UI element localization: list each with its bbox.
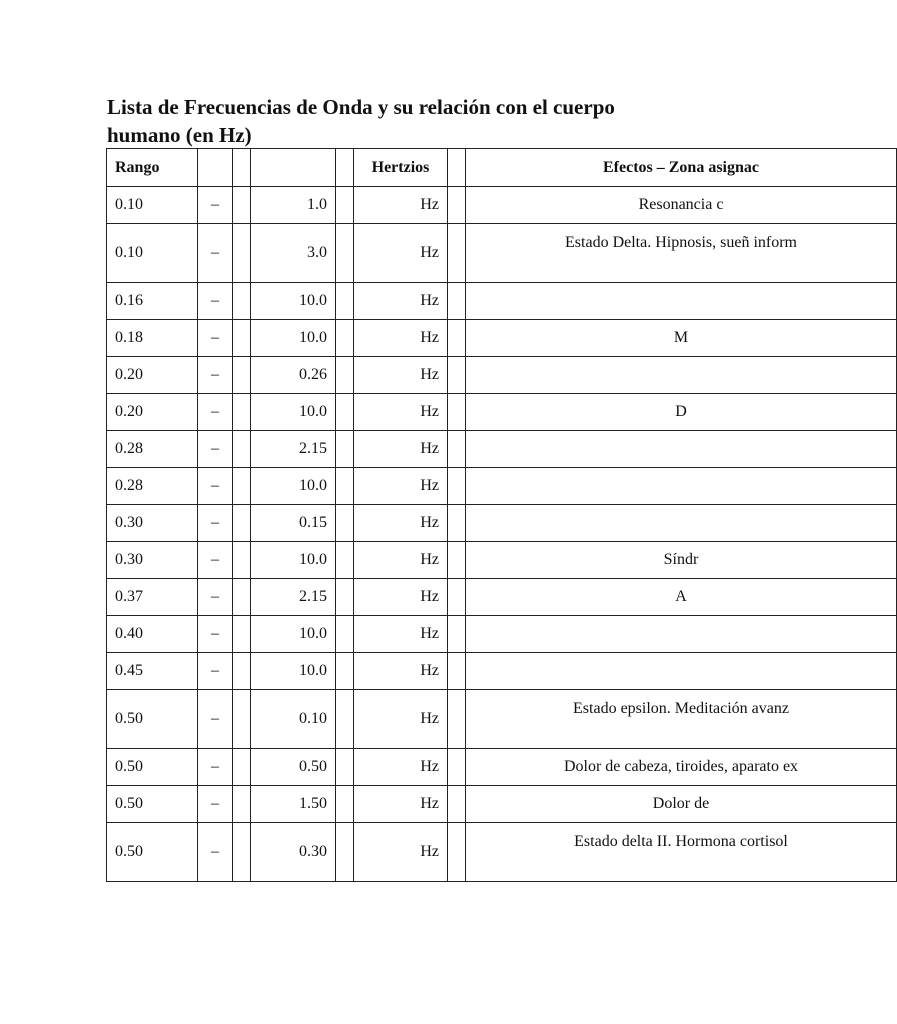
effect-cell	[466, 431, 897, 468]
unit-cell: Hz	[354, 357, 448, 394]
unit-cell: Hz	[354, 786, 448, 823]
spacer-cell	[448, 749, 466, 786]
range-to-cell: 10.0	[251, 468, 336, 505]
spacer-cell	[448, 187, 466, 224]
range-from-cell: 0.30	[107, 505, 198, 542]
table-row	[107, 579, 897, 616]
frequency-table	[106, 148, 897, 882]
effect-cell	[466, 505, 897, 542]
unit-cell: Hz	[354, 394, 448, 431]
spacer-cell	[448, 394, 466, 431]
range-to-cell: 10.0	[251, 653, 336, 690]
spacer-cell	[233, 786, 251, 823]
table-row	[107, 431, 897, 468]
spacer-cell	[233, 749, 251, 786]
unit-cell: Hz	[354, 653, 448, 690]
header-empty	[336, 149, 354, 187]
table-header-row	[107, 149, 897, 187]
header-empty	[448, 149, 466, 187]
range-from-cell: 0.10	[107, 187, 198, 224]
effect-cell	[466, 283, 897, 320]
header-effect: Efectos – Zona asignac	[466, 149, 897, 187]
table-row	[107, 187, 897, 224]
effect-cell: Dolor de cabeza, tiroides, aparato ex	[466, 749, 897, 786]
range-dash-cell: –	[198, 224, 233, 283]
range-dash-cell: –	[198, 786, 233, 823]
header-empty	[233, 149, 251, 187]
table-row	[107, 394, 897, 431]
range-from-cell: 0.20	[107, 394, 198, 431]
header-range: Rango	[107, 149, 198, 187]
range-from-cell: 0.16	[107, 283, 198, 320]
range-to-cell: 10.0	[251, 542, 336, 579]
spacer-cell	[336, 579, 354, 616]
table-row	[107, 749, 897, 786]
range-dash-cell: –	[198, 653, 233, 690]
range-from-cell: 0.40	[107, 616, 198, 653]
spacer-cell	[448, 823, 466, 882]
effect-cell: Estado Delta. Hipnosis, sueñ inform	[466, 224, 897, 283]
unit-cell: Hz	[354, 320, 448, 357]
unit-cell: Hz	[354, 468, 448, 505]
range-from-cell: 0.50	[107, 823, 198, 882]
spacer-cell	[448, 505, 466, 542]
table-row	[107, 823, 897, 882]
unit-cell: Hz	[354, 187, 448, 224]
spacer-cell	[448, 468, 466, 505]
spacer-cell	[448, 579, 466, 616]
spacer-cell	[336, 431, 354, 468]
spacer-cell	[448, 616, 466, 653]
effect-cell: Síndr	[466, 542, 897, 579]
spacer-cell	[336, 823, 354, 882]
spacer-cell	[233, 542, 251, 579]
range-to-cell: 3.0	[251, 224, 336, 283]
unit-cell: Hz	[354, 616, 448, 653]
unit-cell: Hz	[354, 823, 448, 882]
spacer-cell	[336, 283, 354, 320]
table-row	[107, 690, 897, 749]
spacer-cell	[336, 653, 354, 690]
range-dash-cell: –	[198, 616, 233, 653]
spacer-cell	[233, 579, 251, 616]
spacer-cell	[336, 505, 354, 542]
effect-cell	[466, 653, 897, 690]
range-to-cell: 0.26	[251, 357, 336, 394]
table-row	[107, 283, 897, 320]
spacer-cell	[336, 357, 354, 394]
effect-cell	[466, 357, 897, 394]
unit-cell: Hz	[354, 505, 448, 542]
spacer-cell	[448, 431, 466, 468]
table-row	[107, 320, 897, 357]
table-row	[107, 786, 897, 823]
spacer-cell	[233, 394, 251, 431]
range-to-cell: 10.0	[251, 320, 336, 357]
spacer-cell	[336, 320, 354, 357]
spacer-cell	[336, 468, 354, 505]
table-row	[107, 653, 897, 690]
spacer-cell	[233, 468, 251, 505]
spacer-cell	[233, 224, 251, 283]
spacer-cell	[233, 431, 251, 468]
range-from-cell: 0.50	[107, 786, 198, 823]
spacer-cell	[336, 786, 354, 823]
table-row	[107, 542, 897, 579]
range-dash-cell: –	[198, 690, 233, 749]
header-empty	[198, 149, 233, 187]
effect-cell: Resonancia c	[466, 187, 897, 224]
range-dash-cell: –	[198, 320, 233, 357]
range-to-cell: 1.0	[251, 187, 336, 224]
header-empty	[251, 149, 336, 187]
range-dash-cell: –	[198, 357, 233, 394]
range-dash-cell: –	[198, 749, 233, 786]
range-dash-cell: –	[198, 394, 233, 431]
unit-cell: Hz	[354, 224, 448, 283]
range-from-cell: 0.50	[107, 690, 198, 749]
unit-cell: Hz	[354, 749, 448, 786]
range-dash-cell: –	[198, 283, 233, 320]
effect-cell	[466, 616, 897, 653]
spacer-cell	[336, 542, 354, 579]
spacer-cell	[233, 616, 251, 653]
effect-cell	[466, 468, 897, 505]
range-from-cell: 0.50	[107, 749, 198, 786]
table-row	[107, 224, 897, 283]
document-title: Lista de Frecuencias de Onda y su relación con el cuerpo humano (en Hz)	[107, 95, 615, 147]
spacer-cell	[233, 320, 251, 357]
spacer-cell	[233, 187, 251, 224]
spacer-cell	[448, 542, 466, 579]
range-to-cell: 2.15	[251, 431, 336, 468]
spacer-cell	[233, 505, 251, 542]
spacer-cell	[233, 653, 251, 690]
spacer-cell	[448, 357, 466, 394]
unit-cell: Hz	[354, 431, 448, 468]
range-to-cell: 10.0	[251, 394, 336, 431]
spacer-cell	[336, 394, 354, 431]
range-dash-cell: –	[198, 431, 233, 468]
spacer-cell	[448, 653, 466, 690]
range-dash-cell: –	[198, 579, 233, 616]
spacer-cell	[336, 690, 354, 749]
spacer-cell	[448, 224, 466, 283]
range-to-cell: 0.15	[251, 505, 336, 542]
range-from-cell: 0.37	[107, 579, 198, 616]
range-dash-cell: –	[198, 505, 233, 542]
spacer-cell	[233, 283, 251, 320]
range-to-cell: 1.50	[251, 786, 336, 823]
range-from-cell: 0.30	[107, 542, 198, 579]
range-dash-cell: –	[198, 542, 233, 579]
range-to-cell: 2.15	[251, 579, 336, 616]
spacer-cell	[448, 786, 466, 823]
table-row	[107, 357, 897, 394]
spacer-cell	[448, 320, 466, 357]
effect-cell: D	[466, 394, 897, 431]
spacer-cell	[336, 187, 354, 224]
effect-cell: A	[466, 579, 897, 616]
effect-cell: Estado delta II. Hormona cortisol	[466, 823, 897, 882]
range-to-cell: 0.50	[251, 749, 336, 786]
spacer-cell	[233, 690, 251, 749]
range-from-cell: 0.10	[107, 224, 198, 283]
table-body	[107, 187, 897, 882]
range-to-cell: 10.0	[251, 283, 336, 320]
unit-cell: Hz	[354, 579, 448, 616]
range-dash-cell: –	[198, 468, 233, 505]
range-dash-cell: –	[198, 187, 233, 224]
unit-cell: Hz	[354, 690, 448, 749]
table-row	[107, 505, 897, 542]
spacer-cell	[448, 690, 466, 749]
unit-cell: Hz	[354, 542, 448, 579]
range-to-cell: 0.30	[251, 823, 336, 882]
spacer-cell	[233, 357, 251, 394]
spacer-cell	[336, 616, 354, 653]
spacer-cell	[336, 749, 354, 786]
unit-cell: Hz	[354, 283, 448, 320]
range-dash-cell: –	[198, 823, 233, 882]
range-from-cell: 0.28	[107, 431, 198, 468]
range-from-cell: 0.20	[107, 357, 198, 394]
table-row	[107, 468, 897, 505]
range-from-cell: 0.45	[107, 653, 198, 690]
range-from-cell: 0.18	[107, 320, 198, 357]
range-to-cell: 10.0	[251, 616, 336, 653]
header-unit: Hertzios	[354, 149, 448, 187]
range-from-cell: 0.28	[107, 468, 198, 505]
spacer-cell	[336, 224, 354, 283]
effect-cell: M	[466, 320, 897, 357]
spacer-cell	[448, 283, 466, 320]
spacer-cell	[233, 823, 251, 882]
range-to-cell: 0.10	[251, 690, 336, 749]
effect-cell: Dolor de	[466, 786, 897, 823]
effect-cell: Estado epsilon. Meditación avanz	[466, 690, 897, 749]
table-row	[107, 616, 897, 653]
